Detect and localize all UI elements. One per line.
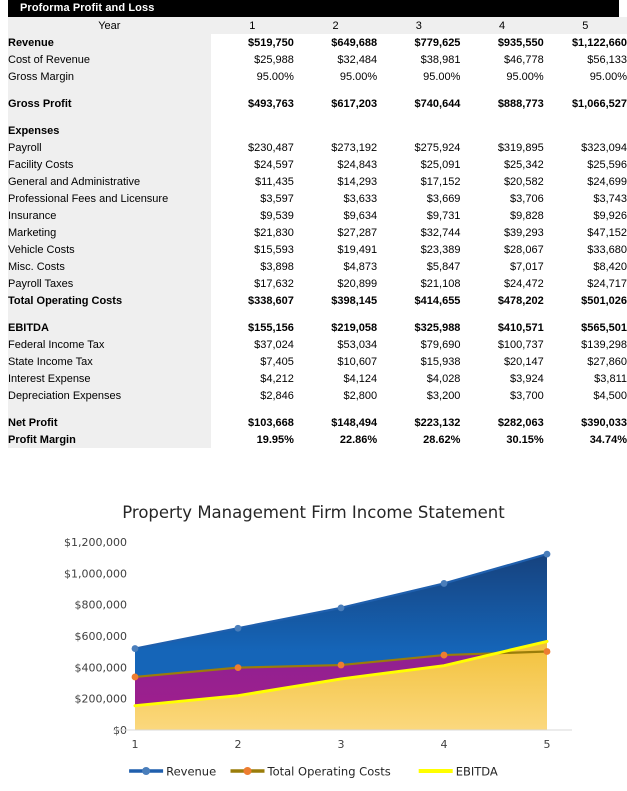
table-cell: 95.00%	[423, 70, 461, 83]
row-label: Cost of Revenue	[8, 51, 211, 68]
table-cell: $32,484	[337, 53, 378, 66]
table-cell: $28,067	[503, 243, 544, 256]
table-cell: 30.15%	[506, 433, 544, 446]
table-cell: $414,655	[414, 294, 461, 307]
chart-canvas	[0, 495, 627, 791]
y-axis-tick-label: $200,000	[74, 692, 127, 706]
table-cell: 95.00%	[339, 70, 378, 83]
table-cell: $3,669	[426, 192, 461, 205]
spacer-cell	[294, 112, 377, 122]
spacer-cell	[294, 85, 377, 95]
row-label: Gross Profit	[8, 95, 211, 112]
table-cell: $888,773	[497, 97, 544, 110]
table-cell: $4,124	[343, 372, 378, 385]
table-cell: 95.00%	[589, 70, 627, 83]
table-cell: $25,596	[587, 158, 627, 171]
table-cell: $3,597	[260, 192, 294, 205]
table-row	[8, 173, 627, 190]
table-row	[8, 68, 627, 85]
x-axis-tick-label: 4	[440, 738, 448, 751]
column-header-year-4: 4	[460, 17, 543, 34]
table-cell: $282,063	[497, 416, 544, 429]
spacer-cell	[377, 404, 460, 414]
table-cell: $20,147	[503, 355, 544, 368]
row-label: Revenue	[8, 34, 211, 51]
spacer-cell	[294, 309, 377, 319]
table-cell: $3,924	[510, 372, 544, 385]
table-cell: $27,287	[337, 226, 378, 239]
table-row	[8, 122, 627, 139]
row-label: Professional Fees and Licensure	[8, 190, 211, 207]
table-cell: $3,200	[426, 389, 461, 402]
data-point-marker	[544, 551, 551, 558]
row-label: Total Operating Costs	[8, 292, 211, 309]
table-cell: $2,846	[260, 389, 294, 402]
table-cell: $10,607	[337, 355, 378, 368]
row-label: Payroll	[8, 139, 211, 156]
table-cell: $14,293	[337, 175, 378, 188]
table-spacer-row	[8, 85, 627, 95]
table-row	[8, 414, 627, 431]
table-cell: $740,644	[414, 97, 461, 110]
table-cell: $519,750	[248, 36, 294, 49]
x-axis-tick-label: 3	[337, 738, 345, 751]
table-cell: $7,017	[510, 260, 544, 273]
table-cell: $53,034	[337, 338, 378, 351]
chart-title: Property Management Firm Income Statement	[122, 503, 505, 522]
income-statement-chart	[0, 495, 627, 791]
spacer-cell	[460, 85, 543, 95]
table-cell: $649,688	[331, 36, 378, 49]
column-header-year-3: 3	[377, 17, 460, 34]
table-cell: $5,847	[426, 260, 461, 273]
table-cell: $38,981	[420, 53, 461, 66]
table-cell: $33,680	[587, 243, 627, 256]
data-point-marker	[338, 604, 345, 611]
table-row	[8, 353, 627, 370]
legend-swatch-marker	[142, 767, 150, 775]
table-cell: $9,634	[343, 209, 378, 222]
table-cell: $9,926	[593, 209, 627, 222]
table-cell: $155,156	[248, 321, 294, 334]
column-header-year-1: 1	[211, 17, 294, 34]
table-cell: $275,924	[414, 141, 461, 154]
legend-swatch-marker	[244, 767, 252, 775]
table-cell: $565,501	[581, 321, 627, 334]
row-label: Expenses	[8, 122, 211, 139]
table-cell	[377, 122, 460, 139]
table-cell: $15,593	[254, 243, 294, 256]
legend-label: Revenue	[166, 764, 217, 779]
financial-table	[8, 17, 627, 448]
spacer-cell	[8, 112, 211, 122]
row-label: Net Profit	[8, 414, 211, 431]
row-label: State Income Tax	[8, 353, 211, 370]
table-cell: $21,108	[420, 277, 461, 290]
table-cell: $9,828	[510, 209, 544, 222]
spacer-cell	[8, 309, 211, 319]
table-cell: $46,778	[503, 53, 544, 66]
column-header-year: Year	[8, 17, 211, 34]
table-header-row	[8, 17, 627, 34]
x-axis-tick-label: 2	[234, 738, 242, 751]
table-row	[8, 319, 627, 336]
data-point-marker	[441, 652, 448, 659]
table-cell: $3,700	[510, 389, 544, 402]
table-cell: $19,491	[337, 243, 378, 256]
row-label: Misc. Costs	[8, 258, 211, 275]
table-cell: $20,899	[337, 277, 378, 290]
table-cell: $21,830	[254, 226, 294, 239]
table-row	[8, 275, 627, 292]
table-row	[8, 207, 627, 224]
table-cell: $323,094	[581, 141, 627, 154]
y-axis-tick-label: $800,000	[74, 598, 127, 612]
row-label: EBITDA	[8, 319, 211, 336]
table-cell	[544, 122, 627, 139]
data-point-marker	[544, 648, 551, 655]
table-cell: $25,988	[254, 53, 294, 66]
spacer-cell	[460, 112, 543, 122]
table-cell: $4,028	[426, 372, 461, 385]
column-header-year-5: 5	[544, 17, 627, 34]
table-cell: $3,706	[510, 192, 544, 205]
table-row	[8, 336, 627, 353]
table-row	[8, 139, 627, 156]
row-label: Gross Margin	[8, 68, 211, 85]
spacer-cell	[8, 85, 211, 95]
y-axis-tick-label: $1,200,000	[64, 536, 127, 549]
table-row	[8, 431, 627, 448]
row-label: Insurance	[8, 207, 211, 224]
y-axis-tick-label: $600,000	[74, 630, 127, 643]
table-cell: $3,811	[594, 372, 627, 385]
spacer-cell	[544, 404, 627, 414]
table-cell	[211, 122, 294, 139]
x-axis-tick-label: 5	[543, 738, 551, 751]
table-cell: $617,203	[331, 97, 378, 110]
table-row	[8, 387, 627, 404]
table-cell: $501,026	[581, 294, 627, 307]
data-point-marker	[235, 625, 242, 632]
table-cell: $24,843	[337, 158, 378, 171]
spacer-cell	[8, 404, 211, 414]
table-cell: $23,389	[420, 243, 461, 256]
table-cell: $79,690	[420, 338, 461, 351]
data-point-marker	[338, 662, 345, 669]
spacer-cell	[544, 112, 627, 122]
data-point-marker	[235, 664, 242, 671]
table-cell: 95.00%	[506, 70, 544, 83]
spacer-cell	[211, 404, 294, 414]
spacer-cell	[294, 404, 377, 414]
table-row	[8, 370, 627, 387]
table-cell: $398,145	[331, 294, 378, 307]
table-cell: $2,800	[343, 389, 378, 402]
table-spacer-row	[8, 112, 627, 122]
table-cell: $325,988	[414, 321, 461, 334]
row-label: General and Administrative	[8, 173, 211, 190]
table-cell: $223,132	[414, 416, 461, 429]
table-cell: $37,024	[254, 338, 294, 351]
table-cell: $24,472	[503, 277, 544, 290]
table-cell: $9,731	[426, 209, 461, 222]
table-row	[8, 156, 627, 173]
spacer-cell	[544, 309, 627, 319]
table-cell: $338,607	[248, 294, 294, 307]
chart-plot-area	[64, 536, 572, 779]
table-cell: $139,298	[581, 338, 627, 351]
row-label: Interest Expense	[8, 370, 211, 387]
table-cell: $4,873	[343, 260, 378, 273]
table-cell: $148,494	[331, 416, 378, 429]
row-label: Facility Costs	[8, 156, 211, 173]
table-cell: $17,632	[254, 277, 294, 290]
table-cell: $103,668	[248, 416, 294, 429]
table-cell: 28.62%	[423, 433, 461, 446]
table-cell: $47,152	[587, 226, 627, 239]
table-cell: $3,898	[260, 260, 294, 273]
table-cell: $27,860	[587, 355, 627, 368]
spacer-cell	[377, 85, 460, 95]
spacer-cell	[211, 309, 294, 319]
table-cell: $319,895	[497, 141, 544, 154]
data-point-marker	[132, 674, 139, 681]
row-label: Vehicle Costs	[8, 241, 211, 258]
table-cell	[460, 122, 543, 139]
table-row	[8, 34, 627, 51]
table-cell: $4,212	[260, 372, 294, 385]
spacer-cell	[377, 112, 460, 122]
table-cell: $9,539	[260, 209, 294, 222]
table-cell: $779,625	[414, 36, 461, 49]
table-title-bar: Proforma Profit and Loss	[8, 0, 619, 17]
row-label: Payroll Taxes	[8, 275, 211, 292]
table-row	[8, 51, 627, 68]
table-cell: $935,550	[497, 36, 544, 49]
table-cell: $24,699	[587, 175, 627, 188]
table-cell: 22.86%	[339, 433, 378, 446]
table-spacer-row	[8, 404, 627, 414]
table-cell: $25,091	[420, 158, 461, 171]
table-cell: $1,066,527	[571, 97, 627, 110]
table-cell: $20,582	[503, 175, 544, 188]
legend-label: Total Operating Costs	[267, 764, 391, 779]
table-cell: $3,743	[593, 192, 627, 205]
table-cell: $8,420	[593, 260, 627, 273]
row-label: Profit Margin	[8, 431, 211, 448]
spacer-cell	[377, 309, 460, 319]
table-cell: $39,293	[503, 226, 544, 239]
data-point-marker	[132, 645, 139, 652]
table-cell: $390,033	[581, 416, 627, 429]
x-axis-tick-label: 1	[131, 738, 139, 751]
row-label: Federal Income Tax	[8, 336, 211, 353]
row-label: Depreciation Expenses	[8, 387, 211, 404]
spacer-cell	[544, 85, 627, 95]
table-cell: $3,633	[343, 192, 378, 205]
y-axis-tick-label: $0	[113, 724, 127, 737]
table-cell: $32,744	[420, 226, 461, 239]
table-cell: $56,133	[587, 53, 627, 66]
data-point-marker	[441, 580, 448, 587]
table-row	[8, 190, 627, 207]
table-cell: $7,405	[260, 355, 294, 368]
table-cell: $1,122,660	[571, 36, 627, 49]
row-label: Marketing	[8, 224, 211, 241]
table-cell: $230,487	[248, 141, 294, 154]
table-spacer-row	[8, 309, 627, 319]
table-row	[8, 241, 627, 258]
y-axis-tick-label: $400,000	[74, 661, 127, 675]
table-cell: $24,717	[587, 277, 627, 290]
spacer-cell	[211, 85, 294, 95]
table-cell: $100,737	[497, 338, 544, 351]
spacer-cell	[460, 309, 543, 319]
spacer-cell	[460, 404, 543, 414]
table-row	[8, 292, 627, 309]
spacer-cell	[211, 112, 294, 122]
table-cell	[294, 122, 377, 139]
legend-label: EBITDA	[455, 764, 498, 779]
table-row	[8, 95, 627, 112]
column-header-year-2: 2	[294, 17, 377, 34]
table-cell: 95.00%	[256, 70, 294, 83]
table-cell: $25,342	[503, 158, 544, 171]
table-cell: $410,571	[497, 321, 544, 334]
table-cell: $24,597	[254, 158, 294, 171]
table-row	[8, 258, 627, 275]
table-cell: $4,500	[593, 389, 627, 402]
y-axis-tick-label: $1,000,000	[64, 567, 127, 581]
table-row	[8, 224, 627, 241]
table-cell: $11,435	[254, 175, 294, 188]
table-cell: $493,763	[248, 97, 294, 110]
table-cell: $17,152	[420, 175, 461, 188]
table-cell: $478,202	[497, 294, 544, 307]
table-cell: 19.95%	[256, 433, 294, 446]
table-cell: $15,938	[420, 355, 461, 368]
table-cell: 34.74%	[589, 433, 627, 446]
table-cell: $219,058	[331, 321, 378, 334]
table-cell: $273,192	[331, 141, 378, 154]
